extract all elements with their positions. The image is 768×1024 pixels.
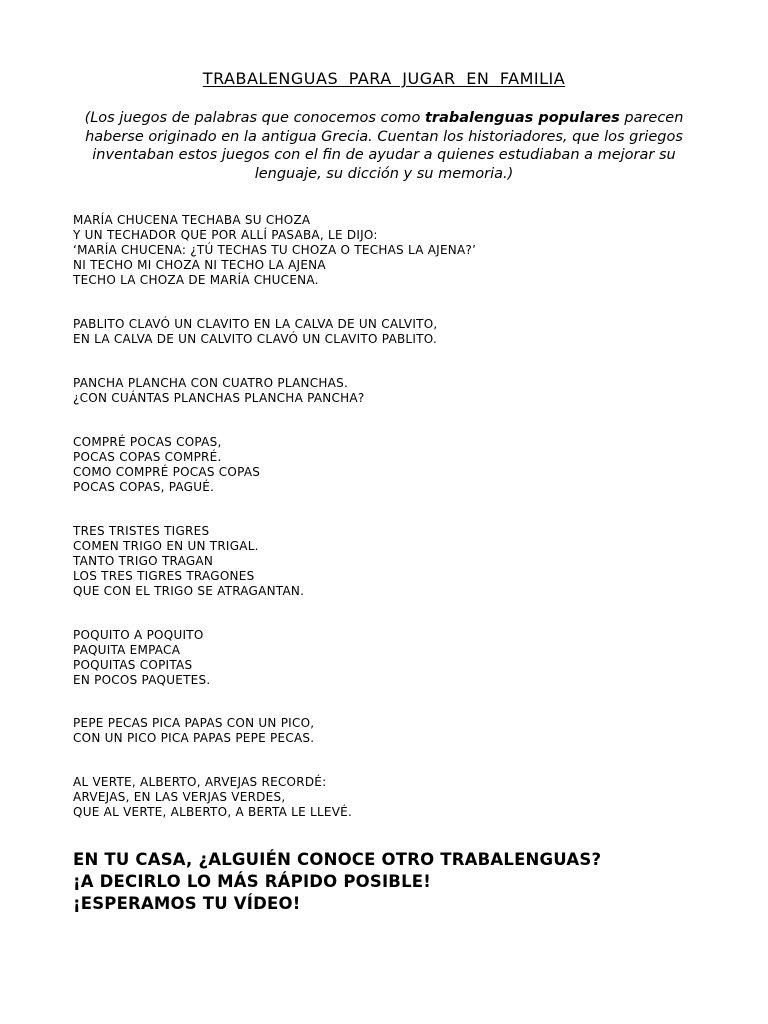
closing-question: EN TU CASA, ¿ALGUIÉN CONOCE OTRO TRABALENGUAS? xyxy=(73,850,602,869)
verse-line: Y UN TECHADOR QUE POR ALLÍ PASABA, LE DIJO: xyxy=(73,228,378,242)
closing-video-request: ¡ESPERAMOS TU VÍDEO! xyxy=(73,894,301,913)
intro-text-start: (Los juegos de palabras que conocemos como xyxy=(84,110,425,126)
verse-line: TECHO LA CHOZA DE MARÍA CHUCENA. xyxy=(73,273,319,287)
document-title: TRABALENGUAS PARA JUGAR EN FAMILIA xyxy=(202,69,566,88)
verse-line: PABLITO CLAVÓ UN CLAVITO EN LA CALVA DE UN CALVITO, xyxy=(73,317,438,331)
closing-exclamation: ¡A DECIRLO LO MÁS RÁPIDO POSIBLE! xyxy=(73,872,431,891)
verse-line: CON UN PICO PICA PAPAS PEPE PECAS. xyxy=(73,731,315,745)
verse-line: COMPRÉ POCAS COPAS, xyxy=(73,435,222,449)
verse-line: COMEN TRIGO EN UN TRIGAL. xyxy=(73,539,259,553)
verse-line: PEPE PECAS PICA PAPAS CON UN PICO, xyxy=(73,716,315,730)
tongue-twister-pepe-pecas xyxy=(73,716,314,746)
verse-line: NI TECHO MI CHOZA NI TECHO LA AJENA xyxy=(73,258,326,272)
verse-line: EN POCOS PAQUETES. xyxy=(73,673,211,687)
closing-call-to-action xyxy=(73,849,601,915)
verse-line: TRES TRISTES TIGRES xyxy=(73,524,210,538)
verse-line: POCAS COPAS COMPRÉ. xyxy=(73,450,222,464)
verse-line: MARÍA CHUCENA TECHABA SU CHOZA xyxy=(73,213,311,227)
verse-line: COMO COMPRÉ POCAS COPAS xyxy=(73,465,261,479)
verse-line: AL VERTE, ALBERTO, ARVEJAS RECORDÉ: xyxy=(73,775,327,789)
verse-line: ¿CON CUÁNTAS PLANCHAS PLANCHA PANCHA? xyxy=(73,391,365,405)
verse-line: PANCHA PLANCHA CON CUATRO PLANCHAS. xyxy=(73,376,349,390)
tongue-twister-pancha xyxy=(73,376,365,406)
intro-text-end: parecen haberse originado en la antigua Grecia. Cuentan los historiadores, que los griegos inventaban estos juegos con el fin de ayudar a quienes estudiaban a mejorar su lenguaje, su dicción y su memoria.) xyxy=(85,110,684,182)
verse-line: EN LA CALVA DE UN CALVITO CLAVÓ UN CLAVITO PABLITO. xyxy=(73,332,438,346)
verse-line: QUE AL VERTE, ALBERTO, A BERTA LE LLEVÉ. xyxy=(73,805,353,819)
tongue-twister-pablito xyxy=(73,317,438,347)
tongue-twister-alberto xyxy=(73,775,352,820)
tongue-twister-tres-tigres xyxy=(73,524,304,599)
tongue-twister-pocas-copas xyxy=(73,435,260,495)
intro-paragraph xyxy=(74,109,694,183)
verse-line: POQUITO A POQUITO xyxy=(73,628,204,642)
verse-line: ARVEJAS, EN LAS VERJAS VERDES, xyxy=(73,790,286,804)
intro-bold-phrase: trabalenguas populares xyxy=(425,110,620,126)
verse-line: ‘MARÍA CHUCENA: ¿TÚ TECHAS TU CHOZA O TECHAS LA AJENA?’ xyxy=(73,243,477,257)
verse-line: POCAS COPAS, PAGUÉ. xyxy=(73,480,215,494)
verse-line: LOS TRES TIGRES TRAGONES xyxy=(73,569,255,583)
verse-line: PAQUITA EMPACA xyxy=(73,643,181,657)
verse-line: QUE CON EL TRIGO SE ATRAGANTAN. xyxy=(73,584,305,598)
verse-line: POQUITAS COPITAS xyxy=(73,658,193,672)
verse-line: TANTO TRIGO TRAGAN xyxy=(73,554,214,568)
tongue-twister-maria-chucena xyxy=(73,213,476,288)
tongue-twister-paquita xyxy=(73,628,210,688)
